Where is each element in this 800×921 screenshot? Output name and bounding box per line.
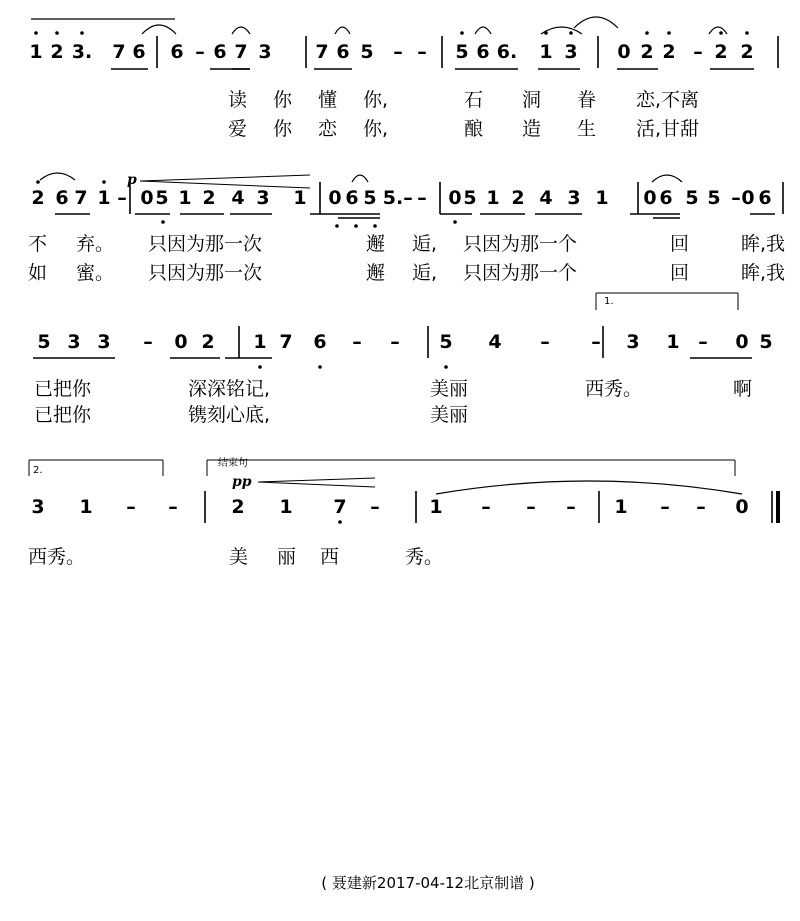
- note-3-6: 1: [279, 496, 293, 518]
- ending-phrase-label: 结束句: [218, 458, 248, 469]
- low-dot-3b: [318, 365, 322, 369]
- note-0-14: 5: [360, 41, 374, 63]
- lyric-1-1-0: 不: [28, 233, 48, 255]
- lyric-1-1-5: 只因为那一个: [463, 233, 578, 255]
- low-dot-3a: [258, 365, 262, 369]
- notation-credit: ( 聂建新2017-04-12北京制谱 ): [321, 874, 535, 892]
- lyric-2-2-0: 已把你: [34, 404, 92, 426]
- lyric-1-1-6: 回: [670, 233, 690, 255]
- note-3-13: –: [566, 496, 576, 518]
- lyric-2-1-3: 西秀。: [585, 378, 643, 400]
- low-dot-2e: [453, 220, 457, 224]
- slur-1d: [475, 27, 491, 34]
- lyric-2-2-2: 美丽: [430, 404, 469, 426]
- note-1-26: 3: [567, 187, 581, 209]
- note-0-13: 6: [336, 41, 350, 63]
- lyric-1-2-1: 蜜。: [76, 262, 115, 284]
- note-0-21: 1: [539, 41, 553, 63]
- oct-dot-1-9: [745, 31, 749, 35]
- slur-2b: [352, 175, 368, 182]
- note-3-8: –: [370, 496, 380, 518]
- note-2-8: 7: [279, 331, 293, 353]
- lyric-1-2-6: 回: [670, 262, 690, 284]
- note-2-3: –: [143, 331, 153, 353]
- lyric-0-2-7: 活,甘甜: [636, 118, 700, 140]
- note-0-0: 1: [29, 41, 43, 63]
- note-2-2: 3: [97, 331, 111, 353]
- note-1-27: 1: [595, 187, 609, 209]
- note-1-2: 7: [74, 187, 88, 209]
- note-0-6: 6: [170, 41, 184, 63]
- note-1-11: 3: [256, 187, 270, 209]
- low-dot-2c: [354, 224, 358, 228]
- oct-dot-2b: [102, 180, 106, 184]
- note-1-7: 5: [155, 187, 169, 209]
- note-0-25: 2: [640, 41, 654, 63]
- oct-dot-1-3: [460, 31, 464, 35]
- note-2-10: –: [352, 331, 362, 353]
- lyric-1-2-3: 邂: [366, 262, 386, 284]
- lyric-3-1-3: 西: [320, 546, 340, 568]
- volta-1-label: 1.: [604, 296, 614, 307]
- oct-dot-1-8: [719, 31, 723, 35]
- note-0-27: –: [693, 41, 703, 63]
- note-1-25: 4: [539, 187, 553, 209]
- lyric-1-1-1: 弃。: [76, 233, 115, 255]
- lyric-0-1-5: 洞: [522, 89, 542, 111]
- note-1-0: 2: [31, 187, 45, 209]
- note-2-11: –: [390, 331, 400, 353]
- note-1-18: –: [403, 187, 413, 209]
- low-dot-2b: [335, 224, 339, 228]
- lyric-0-2-3: 你,: [363, 118, 389, 140]
- note-2-5: 2: [201, 331, 215, 353]
- note-1-24: 2: [511, 187, 525, 209]
- oct-dot-1-6: [645, 31, 649, 35]
- oct-dot-2a: [36, 180, 40, 184]
- lyric-2-1-2: 美丽: [430, 378, 469, 400]
- lyric-0-1-6: 眷: [577, 89, 597, 111]
- note-3-7: 7: [333, 496, 347, 518]
- note-1-12: 1: [293, 187, 307, 209]
- lyric-0-2-0: 爱: [228, 118, 248, 140]
- note-3-5: 2: [231, 496, 245, 518]
- note-1-8: 1: [178, 187, 192, 209]
- note-0-12: 7: [315, 41, 329, 63]
- lyric-0-2-6: 生: [577, 118, 597, 140]
- note-2-20: –: [698, 331, 708, 353]
- lyric-1-2-2: 只因为那一次: [148, 262, 263, 284]
- note-3-18: 0: [735, 496, 749, 518]
- note-2-18: 3: [626, 331, 640, 353]
- note-3-3: –: [168, 496, 178, 518]
- low-dot-2d: [373, 224, 377, 228]
- lyric-3-1-1: 美: [229, 546, 249, 568]
- note-3-11: –: [481, 496, 491, 518]
- note-0-26: 2: [662, 41, 676, 63]
- note-1-6: 0: [140, 187, 154, 209]
- lyrics-layer: [28, 89, 785, 568]
- note-0-4: 6: [132, 41, 146, 63]
- note-1-10: 4: [231, 187, 245, 209]
- note-0-9: 7: [234, 41, 248, 63]
- note-1-1: 6: [55, 187, 69, 209]
- note-3-15: 1: [614, 496, 628, 518]
- note-0-19: 6: [476, 41, 490, 63]
- note-1-33: –: [731, 187, 741, 209]
- note-1-21: 0: [448, 187, 462, 209]
- lyric-2-1-1: 深深铭记,: [188, 378, 271, 400]
- lyric-3-1-2: 丽: [277, 546, 297, 568]
- note-1-30: 6: [659, 187, 673, 209]
- lyric-0-1-2: 懂: [318, 89, 338, 111]
- note-0-3: 7: [112, 41, 126, 63]
- lyric-0-2-4: 酿: [464, 118, 484, 140]
- note-2-22: 5: [759, 331, 773, 353]
- volta-2-label: 2.: [33, 465, 43, 476]
- note-1-35: 6: [758, 187, 772, 209]
- slur-2a: [40, 173, 75, 180]
- note-2-15: –: [540, 331, 550, 353]
- lyric-2-1-0: 已把你: [34, 378, 92, 400]
- note-1-22: 5: [463, 187, 477, 209]
- lyric-0-2-5: 造: [522, 118, 542, 140]
- lyric-0-1-4: 石: [464, 89, 484, 111]
- note-0-1: 2: [50, 41, 64, 63]
- note-2-0: 5: [37, 331, 51, 353]
- oct-dot-1-2: [80, 31, 84, 35]
- tie-4a: [436, 481, 742, 494]
- oct-dot-1-0: [34, 31, 38, 35]
- note-3-1: 1: [79, 496, 93, 518]
- dynamic-pp: pp: [232, 474, 252, 490]
- note-0-29: 2: [740, 41, 754, 63]
- dynamic-p: p: [127, 172, 137, 188]
- note-0-15: –: [393, 41, 403, 63]
- low-dot-2a: [161, 220, 165, 224]
- lyric-2-1-4: 啊: [733, 378, 753, 400]
- note-1-4: –: [117, 187, 127, 209]
- notation-layer: [29, 41, 772, 518]
- lyric-0-1-7: 恋,不离: [636, 89, 700, 111]
- note-1-15: 6: [345, 187, 359, 209]
- note-1-16: 5: [363, 187, 377, 209]
- note-1-31: 5: [685, 187, 699, 209]
- note-2-16: –: [591, 331, 601, 353]
- note-1-23: 1: [486, 187, 500, 209]
- note-1-14: 0: [328, 187, 342, 209]
- lyric-0-1-1: 你: [273, 89, 293, 111]
- note-1-29: 0: [643, 187, 657, 209]
- lyric-1-1-4: 逅,: [412, 233, 438, 255]
- note-0-24: 0: [617, 41, 631, 63]
- note-2-1: 3: [67, 331, 81, 353]
- oct-dot-1-5: [569, 31, 573, 35]
- note-2-14: 4: [488, 331, 502, 353]
- note-0-7: –: [195, 41, 205, 63]
- lyric-1-1-2: 只因为那一次: [148, 233, 263, 255]
- lyric-2-2-1: 镌刻心底,: [188, 404, 271, 426]
- lyric-0-1-3: 你,: [363, 89, 389, 111]
- note-0-10: 3: [258, 41, 272, 63]
- slur-1c: [335, 27, 350, 34]
- lyric-1-2-7: 眸,我: [741, 262, 786, 284]
- note-3-10: 1: [429, 496, 443, 518]
- note-1-3: 1: [97, 187, 111, 209]
- note-2-7: 1: [253, 331, 267, 353]
- slur-1f: [574, 17, 618, 28]
- low-dot-4a: [338, 520, 342, 524]
- note-3-2: –: [126, 496, 136, 518]
- slur-1g: [709, 27, 727, 34]
- low-dot-3c: [444, 365, 448, 369]
- note-0-16: –: [417, 41, 427, 63]
- lyric-0-2-1: 你: [273, 118, 293, 140]
- lyric-0-1-0: 读: [228, 89, 248, 111]
- note-1-34: 0: [741, 187, 755, 209]
- lyric-0-2-2: 恋: [318, 118, 338, 140]
- note-0-28: 2: [714, 41, 728, 63]
- oct-dot-1-7: [667, 31, 671, 35]
- decrescendo-hairpin: [258, 478, 375, 487]
- note-0-18: 5: [455, 41, 469, 63]
- note-0-20: 6.: [496, 41, 518, 63]
- slur-2c: [652, 175, 682, 182]
- note-3-12: –: [526, 496, 536, 518]
- note-2-4: 0: [174, 331, 188, 353]
- lyric-1-2-5: 只因为那一个: [463, 262, 578, 284]
- note-3-0: 3: [31, 496, 45, 518]
- note-1-9: 2: [202, 187, 216, 209]
- note-1-19: –: [417, 187, 427, 209]
- note-2-13: 5: [439, 331, 453, 353]
- note-0-22: 3: [564, 41, 578, 63]
- slur-1b: [232, 27, 250, 34]
- note-0-2: 3.: [71, 41, 93, 63]
- note-2-19: 1: [666, 331, 680, 353]
- note-3-16: –: [660, 496, 670, 518]
- lyric-1-1-3: 邂: [366, 233, 386, 255]
- lyric-1-2-0: 如: [28, 262, 48, 284]
- lyric-1-1-7: 眸,我: [741, 233, 786, 255]
- note-1-17: 5.: [382, 187, 404, 209]
- note-1-32: 5: [707, 187, 721, 209]
- lyric-3-1-0: 西秀。: [28, 546, 86, 568]
- slur-1a: [142, 25, 176, 34]
- note-3-17: –: [696, 496, 706, 518]
- oct-dot-1-1: [55, 31, 59, 35]
- note-2-21: 0: [735, 331, 749, 353]
- note-2-9: 6: [313, 331, 327, 353]
- note-0-8: 6: [213, 41, 227, 63]
- lyric-1-2-4: 逅,: [412, 262, 438, 284]
- lyric-3-1-4: 秀。: [405, 546, 444, 568]
